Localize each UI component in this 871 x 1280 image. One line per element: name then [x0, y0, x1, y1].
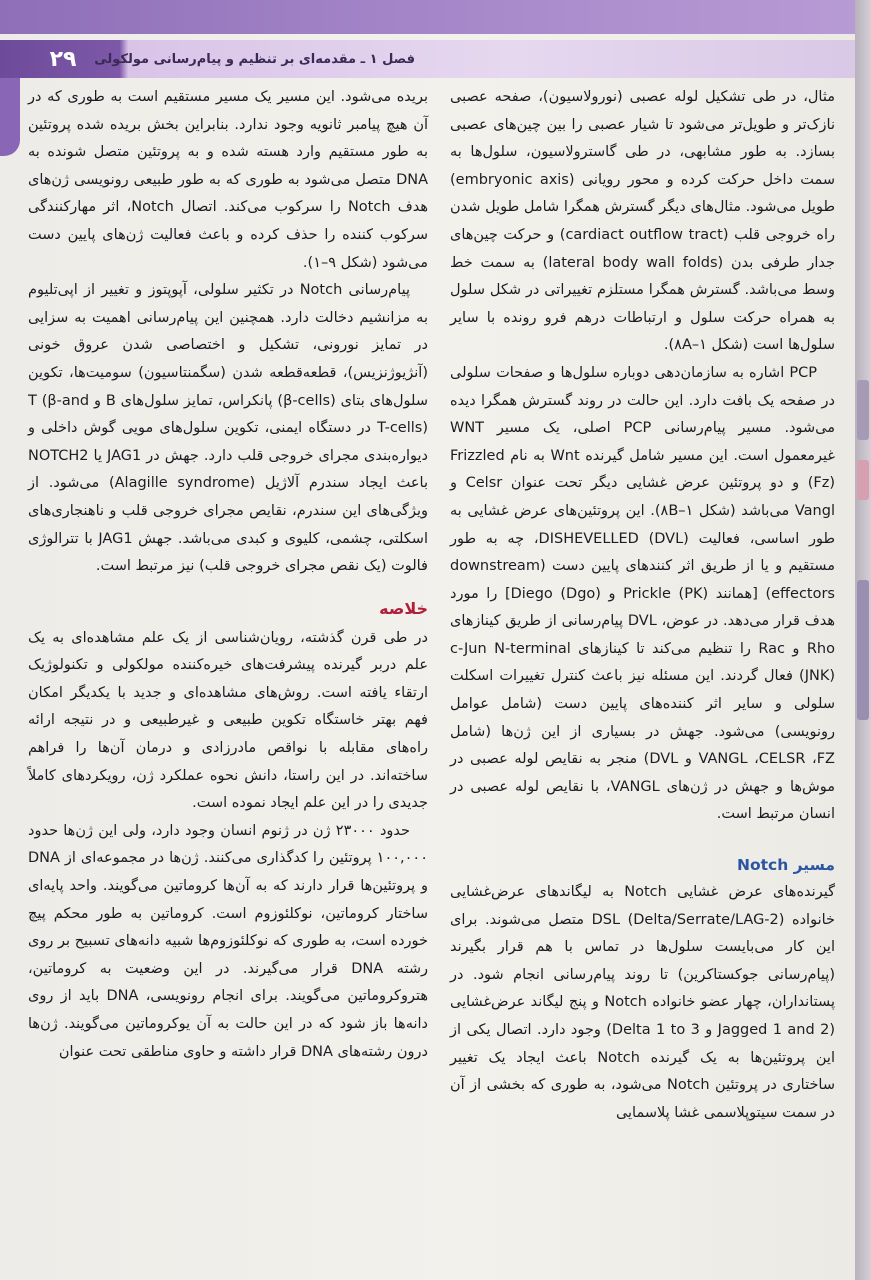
- right-column: [450, 84, 835, 1127]
- paragraph-convergent-extension: مثال، در طی تشکیل لوله عصبی (نورولاسیون)، صفحه عصبی نازک‌تر و طویل‌تر می‌شود تا شیار عصبی را بین چین‌های عصبی بسازد. به طور مشابهی، در طی گاسترولاسیون، سلول‌ها به سمت داخل حرکت کرده و محور رویانی (embryonic axis) طویل می‌شود. مثال‌های دیگر گسترش همگرا شامل طویل شدن راه خروجی قلب (cardiact outflow tract) و حرکت چین‌های جدار طرفی بدن (lateral body wall folds) به سمت خط وسط می‌باشد. گسترش همگرا مستلزم تغییراتی در شکل سلول به همراه حرکت سلول و ارتباطات درهم فرو رونده با سایر سلول‌ها است (شکل ۸A–۱).: [450, 89, 836, 354]
- paragraph-genes-chromatin: حدود ۲۳۰۰۰ ژن در ژنوم انسان وجود دارد، ولی این ژن‌ها حدود ۱۰۰,۰۰۰ پروتئین را کدگذاری می‌کنند. ژن‌ها در مجموعه‌ای از DNA و پروتئین‌ها قرار دارند که به آن‌ها کروماتین می‌گویند. واحد پایه‌ای ساختار کروماتین، نوکلئوزوم است. کروماتین به طور محکم پیچ خورده است، به طوری که نوکلئوزوم‌ها شبیه دانه‌های تسبیح بر روی رشته DNA قرار می‌گیرند. در این وضعیت به کروماتین، هتروکروماتین می‌گویند. برای انجام رونویسی، DNA باید از روی دانه‌ها باز شود که در این حالت به آن یوکروماتین می‌گویند. ژن‌ها درون رشته‌های DNA قرار داشته و حاوی مناطقی تحت عنوان: [28, 822, 428, 1060]
- top-purple-band: [0, 0, 855, 34]
- paragraph-notch-receptors: گیرنده‌های عرض غشایی Notch به لیگاندهای عرض‌غشایی خانواده DSL (Delta/Serrate/LAG-2) متصل می‌شوند. برای این کار می‌بایست سلول‌ها در تماس با هم قرار بگیرند (پیام‌رسانی جوکستاکرین) تا روند پیام‌رسانی انجام شود. در پستانداران، چهار عضو خانواده Notch و پنج لیگاند عرض‌غشایی (Jagged 1 and 2 و Delta 1 to 3) وجود دارد. اتصال یکی از این پروتئین‌ها به یک گیرنده Notch باعث ایجاد یک تغییر ساختاری در پروتئین Notch می‌شود، به طوری که بخشی از آن در سمت سیتوپلاسمی غشا پلاسمایی: [450, 884, 835, 1121]
- summary-heading: خلاصه: [379, 598, 428, 618]
- chapter-title: فصل ۱ ـ مقدمه‌ای بر تنظیم و پیام‌رسانی مولکولی: [94, 51, 415, 67]
- edge-tab-mark: [857, 460, 869, 500]
- edge-tab-mark: [857, 580, 869, 720]
- edge-tab-mark: [857, 380, 869, 440]
- notch-pathway-heading: مسیر Notch: [736, 856, 835, 875]
- chapter-side-tab: [0, 78, 20, 156]
- paragraph-notch-cleavage: بریده می‌شود. این مسیر یک مسیر مستقیم است به طوری که در آن هیچ پیامبر ثانویه وجود ندارد. بنابراین بخش بریده شده پروتئین به طور مستقیم وارد هسته شده و به پروتئین متصل شونده به DNA متصل می‌شود به طوری که به طور طبیعی رونویسی ژن‌های هدف Notch را سرکوب می‌کند. اتصال Notch، اثر مهارکنندگی سرکوب کننده را حذف کرده و باعث فعالیت ژن‌های پایین دست می‌شود (شکل ۹–۱).: [28, 89, 428, 271]
- page-number: ۲۹: [49, 46, 77, 72]
- paragraph-summary: در طی قرن گذشته، رویان‌شناسی از یک علم مشاهده‌ای به یک علم دربر گیرنده پیشرفت‌های خیره‌کننده مولکولی و تکنولوژیک ارتقاء یافته است. روش‌های مشاهده‌ای و جدید با یکدیگر امکان فهم بهتر خاستگاه تکوین طبیعی و غیرطبیعی و در نتیجه ارائه راه‌های مقابله با نواقص مادرزادی و درمان آن‌ها را فراهم ساخته‌اند. در این راستا، دانش نحوه عملکرد ژن، رویکردهای کاملاً جدیدی را در این علم ایجاد نموده است.: [28, 629, 428, 812]
- paragraph-pcp: PCP اشاره به سازمان‌دهی دوباره سلول‌ها و صفحات سلولی در صفحه یک بافت دارد. این حالت در روند گسترش همگرا دیده می‌شود. مسیر پیام‌رسانی PCP اصلی، یک مسیر WNT غیرمعمول است. این مسیر شامل گیرنده Wnt به نام Frizzled (Fz) و دو پروتئین عرض غشایی دیگر تحت عنوان Celsr و Vangl می‌باشد (شکل ۸B–۱). این پروتئین‌های عرض غشایی به طور اساسی، فعالیت DISHEVELLED (DVL)، چه به طور مستقیم و یا از طریق اثر کنندهای پایین دست (downstream effectors) [همانند Prickle (PK) و Diego (Dgo)] را مورد هدف قرار می‌دهد. در عوض، DVL پیام‌رسانی از طریق کینازهای Rho و Rac را تنظیم می‌کند تا کینازهای c-Jun N-terminal (JNK) فعال گردند. این مسئله نیز باعث کنترل تغییرات اسکلت سلولی و سایر اثر کننده‌های پایین دست (شامل عوامل رونویسی) می‌شود. جهش در بسیاری از این ژن‌ها (شامل VANGL ،CELSR ،FZ و DVL) منجر به نقایص لوله عصبی در موش‌ها و جهش در ژن‌های VANGL، با نقایص لوله عصبی در انسان مرتبط است.: [450, 364, 836, 823]
- left-column: [28, 84, 428, 1066]
- paragraph-notch-signaling-roles: پیام‌رسانی Notch در تکثیر سلولی، آپوپتوز و تغییر از اپی‌تلیوم به مزانشیم دخالت دارد. همچنین این پیام‌رسانی اهمیت به سزایی در تمایز نورونی، تشکیل و اختصاصی شدن عروق خونی (آنژیوژنزیس)، قطعه‌قطعه شدن (سگمنتاسیون) سومیت‌ها، تکوین سلول‌های بتای (β-cells) پانکراس، تمایز سلول‌های B و T (β-and T-cells) در دستگاه ایمنی، تکوین سلول‌های مویی گوش داخلی و دیواره‌بندی مجرای خروجی قلب دارد. جهش در JAG1 یا NOTCH2 باعث ایجاد سندرم آلاژیل (Alagille syndrome) می‌شود. از ویژگی‌های این سندرم، نقایص مجرای خروجی قلب و ناهنجاری‌های اسکلتی، چشمی، کلیوی و کبدی می‌باشد. جهش JAG1 با تترالوژی فالوت (یک نقص مجرای خروجی قلب) نیز مرتبط است.: [28, 282, 429, 575]
